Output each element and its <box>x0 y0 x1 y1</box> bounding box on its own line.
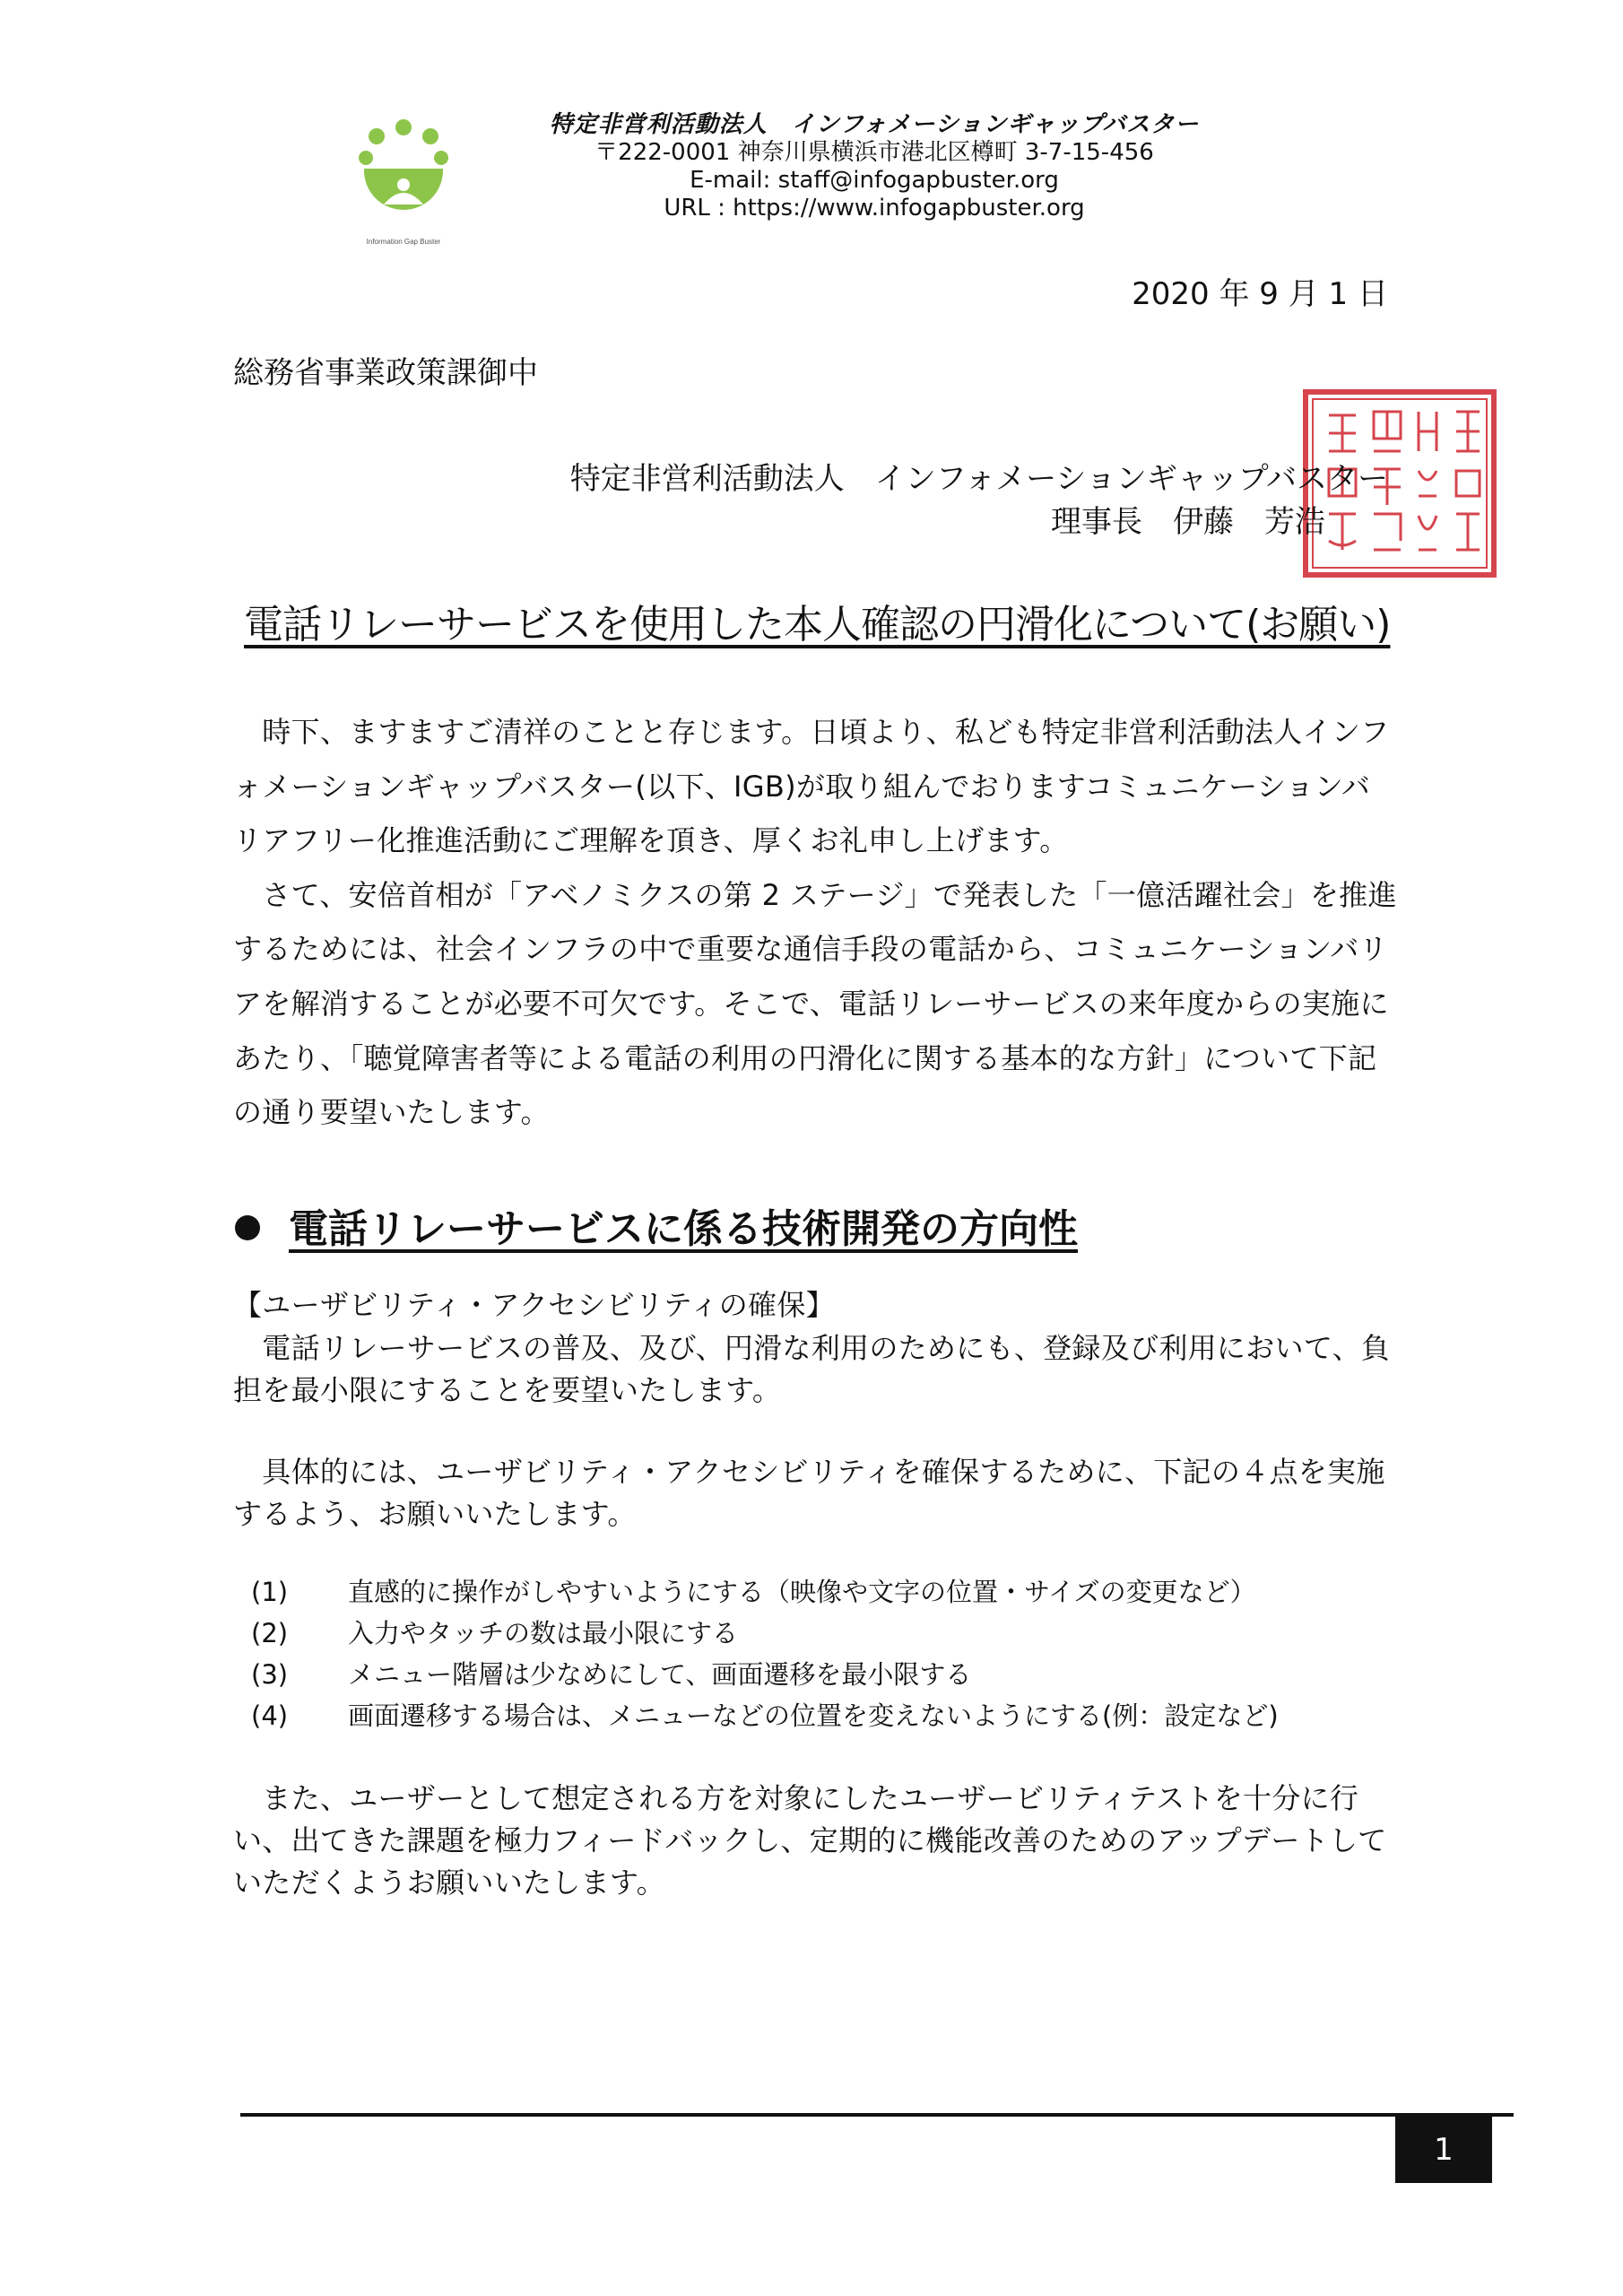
letterhead-email[interactable]: E-mail: staff@infogapbuster.org <box>690 167 1059 194</box>
section-paragraph-3: また、ユーザーとして想定される方を対象にしたユーザービリティテストを十分に行い、出てきた課題を極力フィードバックし、定期的に機能改善のためのアップデートしていただくようお願いいたします。 <box>233 1781 1387 1900</box>
people-circle-icon <box>357 118 450 249</box>
sender-block <box>570 457 1388 544</box>
letterhead <box>502 111 1246 222</box>
section-subheading: 【ユーザビリティ・アクセシビリティの確保】 <box>233 1288 835 1322</box>
addressee: 総務省事業政策課御中 <box>233 355 538 391</box>
list-item-text: 画面遷移する場合は、メニューなどの位置を変えないようにする(例：設定など) <box>348 1700 1279 1731</box>
list-item-number: (1) <box>251 1577 289 1607</box>
list-item <box>251 1613 1279 1654</box>
intro-paragraph-1: 時下、ますますご清祥のことと存じます。日頃より、私ども特定非営利活動法人インフォメーションギャップバスター(以下、IGB)が取り組んでおりますコミュニケーションバリアフリー化推進活動にご理解を頂き、厚くお礼申し上げます。 <box>233 715 1390 858</box>
list-item-text: メニュー階層は少なめにして、画面遷移を最小限する <box>348 1659 972 1690</box>
intro-body <box>233 705 1399 1140</box>
list-item-number: (2) <box>251 1618 289 1648</box>
logo-caption: Information Gap Buster <box>366 238 441 246</box>
list-item <box>251 1571 1279 1613</box>
list-item-number: (4) <box>251 1700 289 1731</box>
section-paragraph-2: 具体的には、ユーザビリティ・アクセシビリティを確保するために、下記の４点を実施するよう、お願いいたします。 <box>233 1455 1385 1531</box>
section-heading-text: 電話リレーサービスに係る技術開発の方向性 <box>289 1206 1078 1252</box>
sender-org: 特定非営利活動法人 インフォメーションギャップバスター <box>569 461 1388 497</box>
bullet-icon <box>235 1215 260 1240</box>
list-item <box>251 1654 1279 1695</box>
list-item-text: 直感的に操作がしやすいようにする（映像や文字の位置・サイズの変更など） <box>348 1577 1256 1607</box>
list-item <box>251 1695 1279 1736</box>
letterhead-url[interactable]: URL : https://www.infogapbuster.org <box>664 195 1085 222</box>
intro-paragraph-2: さて、安倍首相が「アベノミクスの第 2 ステージ」で発表した「一億活躍社会」を推進するためには、社会インフラの中で重要な通信手段の電話から、コミュニケーションバリアを解消することが必要不可欠です。そこで、電話リレーサービスの来年度からの実施にあたり、「聴覚障害者等による電話の利用の円滑化に関する基本的な方針」について下記の通り要望いたします。 <box>233 877 1397 1130</box>
sender-name: 理事長 伊藤 芳浩 <box>1051 504 1325 540</box>
letterhead-address: 〒222-0001 神奈川県横浜市港北区樽町 3-7-15-456 <box>595 139 1154 166</box>
section-paragraph-1: 電話リレーサービスの普及、及び、円滑な利用のためにも、登録及び利用において、負担を最小限にすることを要望いたします。 <box>233 1331 1391 1407</box>
letter-date: 2020 年 9 月 1 日 <box>1132 276 1388 312</box>
section-heading <box>235 1196 1078 1254</box>
org-logo <box>357 118 450 249</box>
footer-rule <box>240 2113 1514 2117</box>
list-item-text: 入力やタッチの数は最小限にする <box>348 1618 739 1648</box>
requirements-list <box>251 1571 1279 1736</box>
letterhead-org-name: 特定非営利活動法人 インフォメーションギャップバスター <box>549 111 1200 138</box>
letter-title: 電話リレーサービスを使用した本人確認の円滑化について(お願い) <box>244 602 1391 648</box>
list-item-number: (3) <box>251 1659 289 1690</box>
page-number: 1 <box>1395 2117 1492 2183</box>
